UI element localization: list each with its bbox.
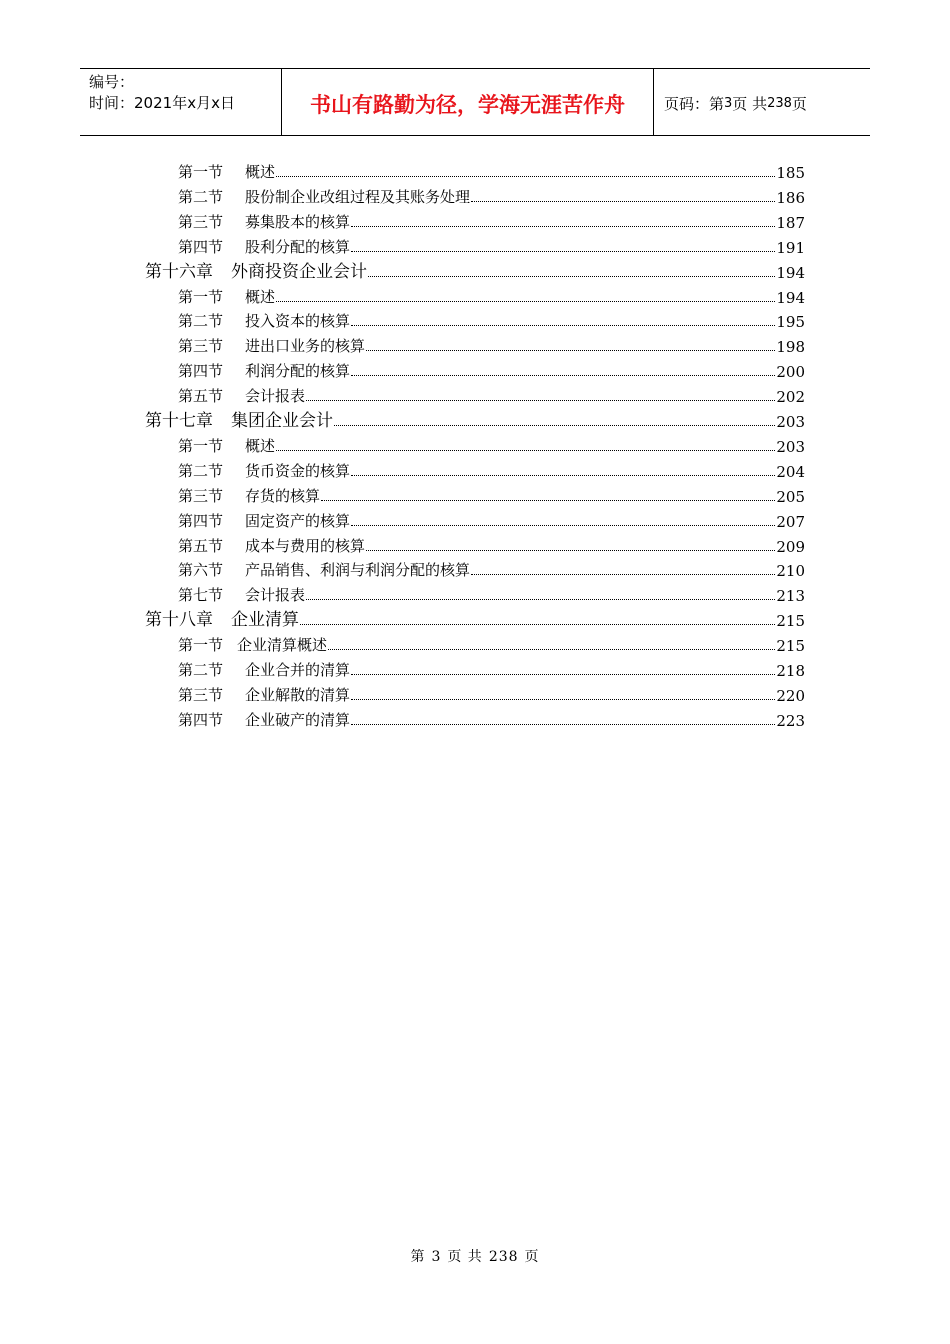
toc-entry-page: 213 — [776, 587, 805, 606]
toc-section-row — [178, 285, 805, 307]
toc-dot-leader — [471, 200, 775, 202]
toc-entry-title: 企业清算概述 — [237, 636, 328, 655]
toc-entry-page: 204 — [776, 462, 805, 481]
toc-entry-number: 第三节 — [178, 685, 224, 704]
toc-entry-title: 货币资金的核算 — [245, 461, 351, 480]
toc-entry-number: 第二节 — [178, 661, 224, 679]
toc-entry-page: 202 — [776, 388, 805, 407]
toc-chapter-row — [145, 608, 805, 630]
toc-section-row — [178, 658, 805, 680]
toc-entry-title: 企业合并的清算 — [245, 661, 351, 679]
toc-entry-page: 187 — [776, 213, 805, 232]
toc-entry-page: 195 — [776, 313, 805, 332]
toc-dot-leader — [351, 698, 775, 700]
toc-entry-number: 第二节 — [178, 312, 224, 331]
toc-section-row — [178, 683, 805, 705]
toc-section-row — [178, 334, 805, 356]
toc-dot-leader — [366, 349, 775, 351]
toc-entry-number: 第二节 — [178, 187, 224, 206]
toc-dot-leader — [276, 300, 775, 302]
toc-entry-number: 第二节 — [178, 461, 224, 480]
toc-section-row — [178, 359, 805, 381]
toc-dot-leader — [368, 275, 775, 277]
toc-entry-label — [178, 659, 350, 680]
toc-entry-page: 186 — [776, 188, 805, 207]
toc-entry-title: 概述 — [245, 287, 276, 306]
toc-entry-label — [178, 535, 365, 556]
toc-dot-leader — [351, 225, 775, 227]
toc-entry-page: 223 — [776, 711, 805, 730]
toc-entry-label — [178, 584, 305, 605]
header-motto: 书山有路勤为径，学海无涯苦作舟 — [282, 69, 654, 135]
toc-section-row — [178, 583, 805, 605]
toc-chapter-row — [145, 409, 805, 431]
toc-entry-page: 205 — [776, 487, 805, 506]
toc-entry-page: 203 — [776, 413, 805, 431]
toc-entry-page: 220 — [776, 686, 805, 705]
toc-entry-title: 固定资产的核算 — [245, 511, 351, 530]
toc-entry-title: 概述 — [245, 163, 276, 181]
toc-entry-label — [178, 709, 350, 730]
toc-entry-number: 第四节 — [178, 362, 224, 381]
toc-dot-leader — [351, 250, 775, 252]
toc-dot-leader — [321, 499, 775, 501]
toc-entry-label — [178, 310, 350, 331]
toc-entry-number: 第五节 — [178, 387, 224, 406]
toc-entry-page: 210 — [776, 562, 805, 581]
toc-entry-title: 企业破产的清算 — [245, 710, 351, 729]
toc-entry-title: 集团企业会计 — [231, 411, 333, 431]
toc-entry-label — [145, 257, 367, 282]
toc-dot-leader — [351, 524, 775, 526]
toc-entry-label — [145, 605, 299, 630]
toc-entry-number: 第四节 — [178, 710, 224, 729]
toc-entry-title: 利润分配的核算 — [245, 362, 351, 381]
toc-dot-leader — [334, 424, 775, 426]
toc-section-row — [178, 484, 805, 506]
toc-section-row — [178, 434, 805, 456]
toc-entry-title: 存货的核算 — [245, 486, 321, 505]
toc-section-row — [178, 185, 805, 207]
toc-entry-number: 第一节 — [178, 636, 224, 655]
toc-section-row — [178, 633, 805, 655]
toc-entry-label — [178, 634, 327, 655]
toc-section-row — [178, 309, 805, 331]
toc-entry-title: 投入资本的核算 — [245, 312, 351, 331]
toc-dot-leader — [471, 573, 775, 575]
toc-dot-leader — [328, 648, 775, 650]
toc-entry-page: 191 — [776, 238, 805, 257]
footer-prefix: 第 — [410, 1249, 426, 1265]
toc-section-row — [178, 534, 805, 556]
toc-entry-page: 218 — [776, 662, 805, 680]
toc-entry-label — [178, 360, 350, 381]
toc-entry-title: 企业清算 — [231, 610, 299, 631]
toc-section-row — [178, 210, 805, 232]
toc-entry-label — [178, 236, 350, 257]
toc-entry-label — [178, 460, 350, 481]
toc-entry-page: 207 — [776, 512, 805, 531]
toc-entry-label — [178, 335, 365, 356]
toc-entry-number: 第十七章 — [145, 411, 213, 431]
document-header — [80, 68, 870, 136]
toc-entry-label — [178, 186, 470, 207]
toc-entry-number: 第四节 — [178, 237, 224, 256]
toc-entry-title: 概述 — [245, 436, 276, 455]
toc-section-row — [178, 235, 805, 257]
toc-entry-number: 第一节 — [178, 436, 224, 455]
toc-dot-leader — [306, 598, 775, 600]
toc-entry-number: 第四节 — [178, 511, 224, 530]
footer-mid: 页 共 — [447, 1249, 483, 1265]
toc-entry-number: 第三节 — [178, 486, 224, 505]
toc-dot-leader — [276, 449, 775, 451]
toc-dot-leader — [306, 399, 775, 401]
toc-section-row — [178, 459, 805, 481]
toc-entry-page: 198 — [776, 338, 805, 357]
footer-suffix: 页 — [524, 1249, 540, 1265]
toc-entry-number: 第三节 — [178, 337, 224, 356]
toc-dot-leader — [351, 374, 775, 376]
toc-entry-number: 第三节 — [178, 212, 224, 231]
toc-entry-label — [178, 161, 275, 182]
toc-entry-page: 209 — [776, 537, 805, 556]
toc-dot-leader — [300, 623, 775, 625]
toc-dot-leader — [351, 474, 775, 476]
toc-entry-page: 185 — [776, 164, 805, 182]
header-meta — [80, 69, 282, 135]
toc-entry-page: 200 — [776, 363, 805, 382]
toc-entry-label — [178, 211, 350, 232]
toc-dot-leader — [276, 175, 775, 177]
footer-current: 3 — [431, 1249, 442, 1265]
page-mid: 页 共 — [732, 94, 768, 113]
toc-entry-title: 成本与费用的核算 — [245, 536, 366, 555]
toc-entry-title: 企业解散的清算 — [245, 685, 351, 704]
time-line — [89, 93, 281, 114]
toc-entry-page: 215 — [776, 612, 805, 631]
toc-section-row — [178, 558, 805, 580]
page-total: 238 — [767, 95, 792, 111]
toc-entry-label — [178, 684, 350, 705]
toc-entry-label — [178, 510, 350, 531]
serial-label: 编号： — [89, 73, 135, 91]
toc-dot-leader — [366, 549, 775, 551]
toc-section-row — [178, 384, 805, 406]
toc-entry-page: 194 — [776, 263, 805, 282]
toc-dot-leader — [351, 673, 775, 675]
toc-entry-label — [178, 559, 470, 580]
toc-entry-label — [178, 385, 305, 406]
toc-entry-number: 第一节 — [178, 287, 224, 306]
toc-entry-label — [178, 485, 320, 506]
page-end: 页 — [791, 94, 807, 113]
toc-chapter-row — [145, 260, 805, 282]
toc-entry-label — [178, 435, 275, 456]
toc-entry-number: 第六节 — [178, 561, 224, 580]
toc-entry-page: 215 — [776, 637, 805, 656]
page-label: 页码：第 — [664, 94, 725, 113]
toc-entry-title: 股份制企业改组过程及其账务处理 — [245, 187, 471, 206]
page-current: 3 — [724, 95, 733, 111]
toc-dot-leader — [351, 723, 775, 725]
toc-entry-label — [145, 406, 333, 431]
toc-section-row — [178, 708, 805, 730]
toc-entry-page: 203 — [776, 437, 805, 456]
toc-entry-title: 会计报表 — [245, 586, 306, 605]
toc-section-row — [178, 160, 805, 182]
toc-entry-number: 第十六章 — [145, 261, 213, 282]
toc-entry-title: 产品销售、利润与利润分配的核算 — [245, 561, 471, 580]
toc-entry-number: 第五节 — [178, 536, 224, 555]
toc-entry-number: 第一节 — [178, 163, 224, 181]
toc-entry-label — [178, 286, 275, 307]
page-footer — [0, 1246, 950, 1266]
toc-section-row — [178, 509, 805, 531]
toc-entry-page: 194 — [776, 288, 805, 307]
header-page-info — [654, 69, 870, 135]
time-value: 2021年x月x日 — [134, 94, 235, 112]
time-label: 时间： — [89, 94, 135, 112]
toc-entry-title: 外商投资企业会计 — [231, 261, 367, 282]
toc-entry-title: 股利分配的核算 — [245, 237, 351, 256]
toc-entry-number: 第十八章 — [145, 610, 213, 631]
toc-dot-leader — [351, 324, 775, 326]
toc-entry-title: 会计报表 — [245, 387, 306, 406]
toc-entry-title: 进出口业务的核算 — [245, 337, 366, 356]
toc-entry-number: 第七节 — [178, 586, 224, 605]
footer-total: 238 — [488, 1249, 519, 1265]
toc-entry-title: 募集股本的核算 — [245, 212, 351, 231]
